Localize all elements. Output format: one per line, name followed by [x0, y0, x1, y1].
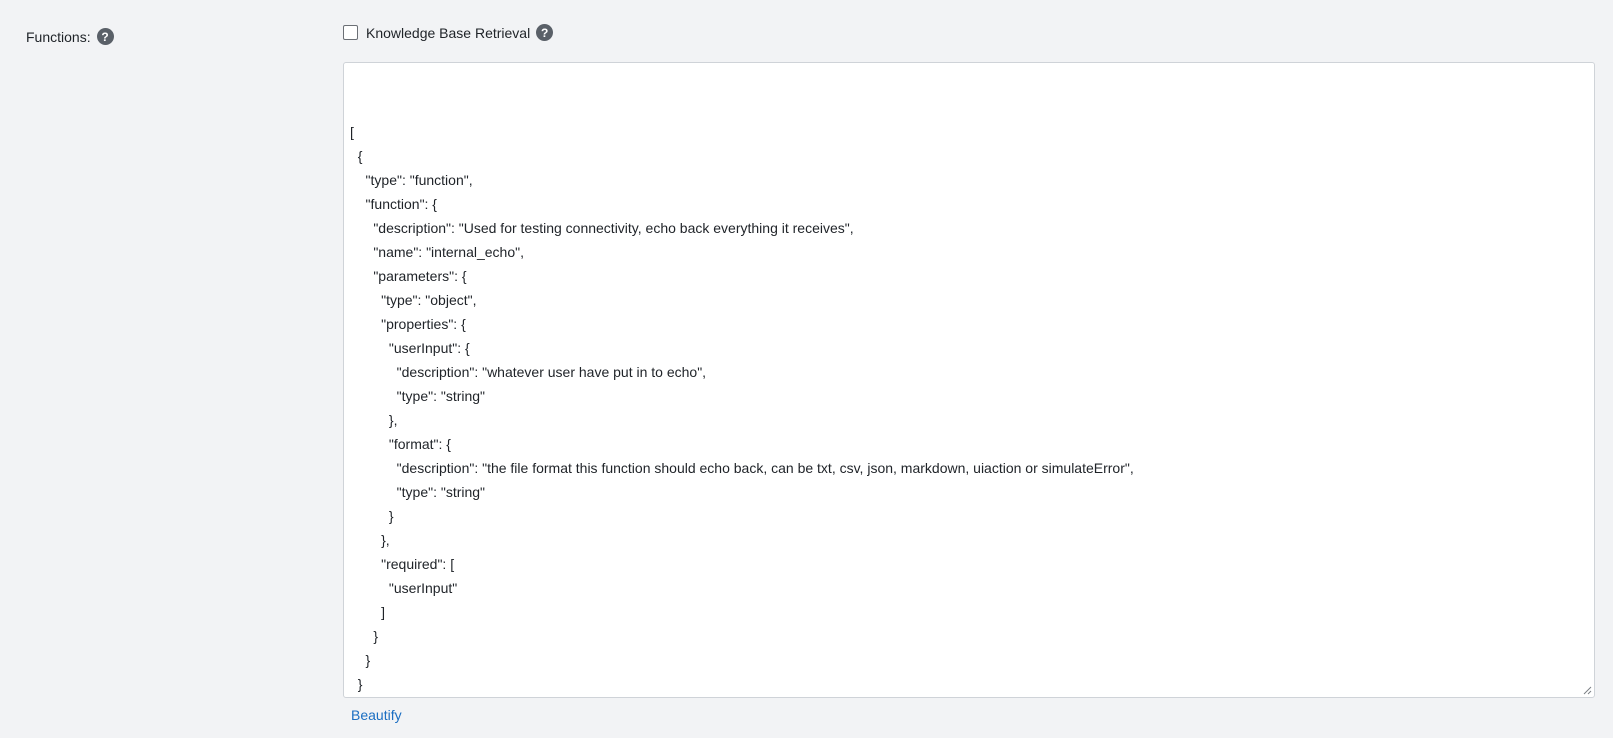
resize-grip-icon[interactable]: [1582, 685, 1592, 695]
functions-json-editor[interactable]: [343, 62, 1595, 698]
functions-label: Functions:: [26, 28, 91, 45]
knowledge-base-retrieval-checkbox[interactable]: [343, 25, 358, 40]
functions-label-group: [26, 28, 114, 45]
functions-json-text[interactable]: [ { "type": "function", "function": { "description": "Used for testing connectivity, echo back everything it receives", "name": "internal_echo", "parameters": { "type": "object", "properties": { "userInput": { "description": "whatever user have put in to echo", "type": "string" }, "format": { "description": "the file format this function should echo back, can be txt, csv, json, markdown, uiaction or simulateError", "type": "string" } }, "required": [ "userInput" ] } } }: [350, 124, 1134, 692]
help-circle-icon[interactable]: ?: [97, 28, 114, 45]
knowledge-base-retrieval-label[interactable]: Knowledge Base Retrieval: [366, 24, 531, 41]
beautify-link[interactable]: Beautify: [351, 707, 402, 723]
knowledge-base-retrieval-option: [343, 24, 553, 41]
help-circle-icon[interactable]: ?: [536, 24, 553, 41]
